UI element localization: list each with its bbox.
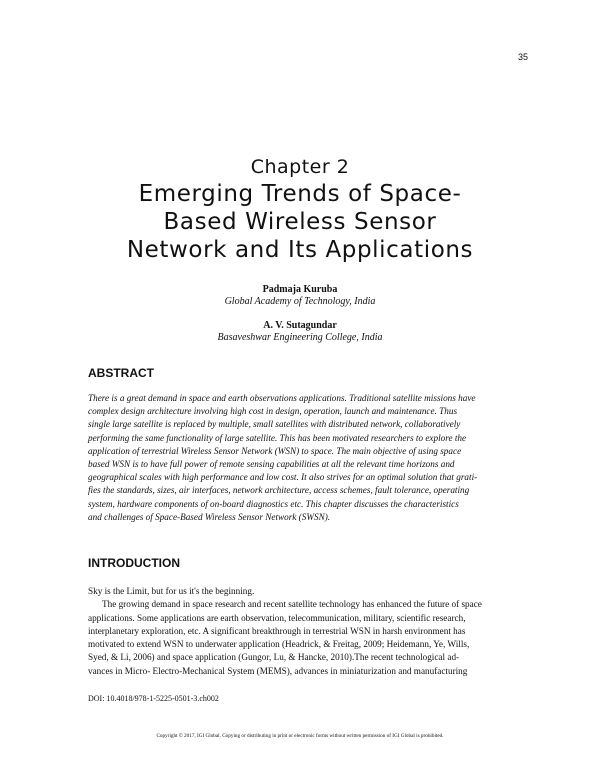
title-line: Based Wireless Sensor (163, 209, 437, 235)
author-block-2 (0, 320, 600, 344)
intro-line: motivated to extend WSN to underwater application (Headrick, & Freitag, 2009; Heidemann, Ye, Wills, (88, 639, 470, 650)
abstract-line: based WSN is to have full power of remote sensing capabilities at all the relevant time horizons and (88, 459, 455, 470)
intro-line: The growing demand in space research and recent satellite technology has enhanced the future of space (102, 599, 482, 610)
title-line: Emerging Trends of Space- (138, 181, 462, 207)
copyright-notice: Copyright © 2017, IGI Global. Copying or distributing in print or electronic forms without written permission of IGI Global is prohibited. (156, 733, 444, 739)
abstract-line: and challenges of Space-Based Wireless Sensor Network (SWSN). (88, 511, 331, 522)
abstract-text (88, 392, 528, 524)
doi-line: DOI: 10.4018/978-1-5225-0501-3.ch002 (88, 694, 219, 703)
author-affiliation: Basaveshwar Engineering College, India (217, 332, 383, 343)
author-block-1 (0, 284, 600, 308)
abstract-line: performing the same functionality of large satellite. This has been motivated researchers to explore the (88, 432, 467, 443)
title-line: Network and Its Applications (126, 237, 474, 263)
introduction-text (88, 585, 528, 678)
chapter-label: Chapter 2 (250, 156, 350, 178)
author-affiliation: Global Academy of Technology, India (224, 296, 376, 307)
abstract-line: fies the standards, sizes, air interfaces, network architecture, access schemes, fault tolerance, operating (88, 485, 470, 496)
abstract-line: complex design architecture involving high cost in design, operation, launch and maintenance. Thus (88, 406, 458, 417)
abstract-heading: ABSTRACT (88, 366, 154, 380)
abstract-line: system, hardware components of on-board diagnostics etc. This chapter discusses the characteristics (88, 498, 459, 509)
intro-line: applications. Some applications are earth observation, telecommunication, military, scientific research, (88, 612, 466, 623)
abstract-line: There is a great demand in space and earth observations applications. Traditional satellite missions have (88, 393, 476, 403)
page-number: 35 (517, 52, 528, 62)
intro-line: Sky is the Limit, but for us it's the beginning. (88, 586, 255, 596)
introduction-heading: INTRODUCTION (88, 556, 180, 570)
author-name: A. V. Sutagundar (263, 320, 337, 331)
abstract-line: application of terrestrial Wireless Sensor Network (WSN) to space. The main objective of using space (88, 445, 462, 456)
author-name: Padmaja Kuruba (262, 284, 338, 295)
intro-line: vances in Micro- Electro-Mechanical System (MEMS), advances in miniaturization and manufacturing (88, 665, 468, 676)
intro-line: Syed, & Li, 2006) and space application (Gungor, Lu, & Hancke, 2010).The recent technological ad- (88, 652, 460, 663)
abstract-line: geographical scales with high performance and low cost. It also strives for an optimal solution that grati- (88, 472, 478, 483)
abstract-line: single large satellite is replaced by multiple, small satellites with distributed network, collaboratively (88, 419, 461, 430)
intro-line: interplanetary exploration, etc. A significant breakthrough in terrestrial WSN in harsh environment has (88, 625, 466, 636)
chapter-title (60, 180, 540, 264)
